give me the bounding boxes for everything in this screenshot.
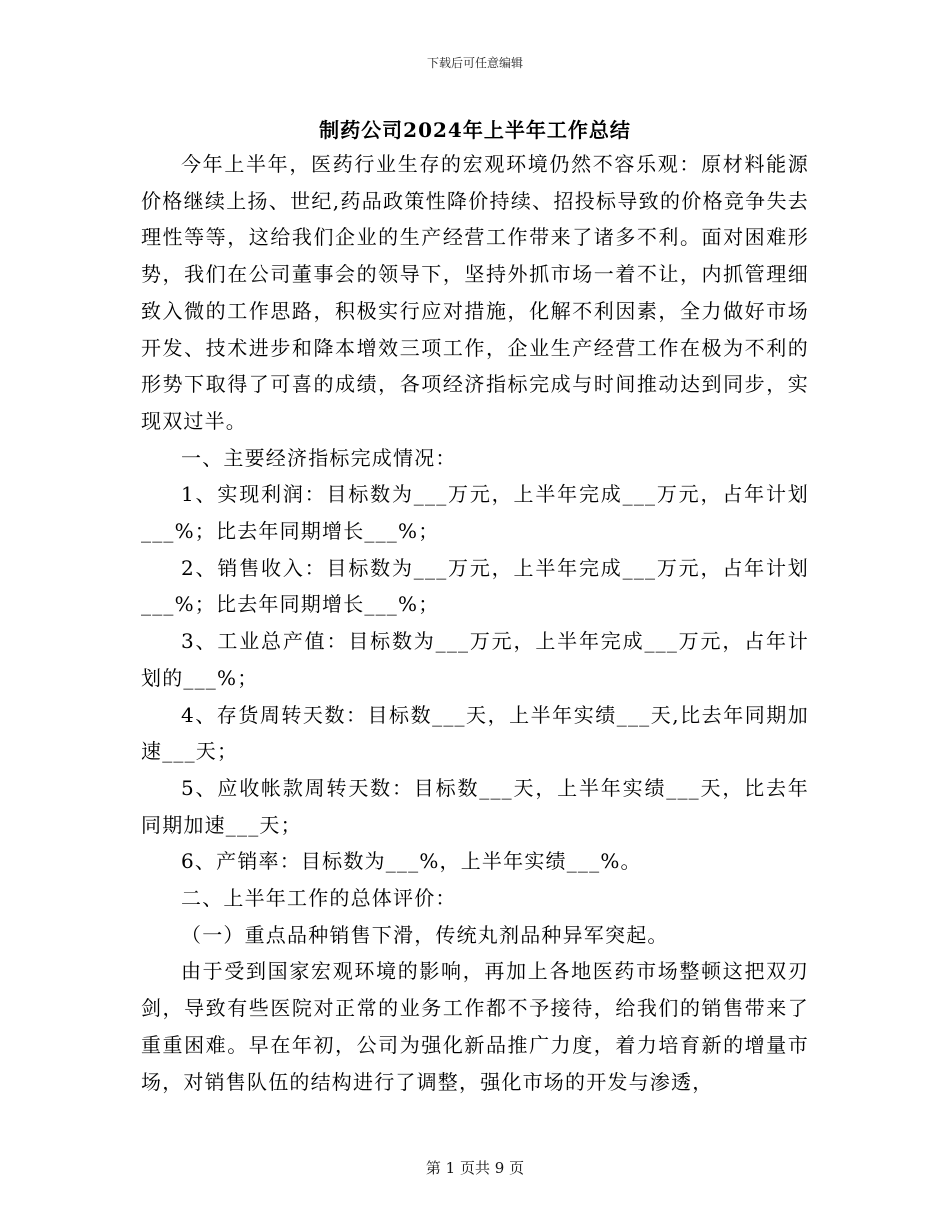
- section-heading-indicators: 一、主要经济指标完成情况：: [181, 445, 457, 470]
- indicator-inventory-turnover: 4、存货周转天数：目标数___天，上半年实绩___天,比去年同期加速___天；: [141, 702, 809, 764]
- indicator-profit: 1、实现利润：目标数为___万元，上半年完成___万元，占年计划___%；比去年同期增长___%；: [141, 482, 809, 544]
- paragraph-intro: 今年上半年，医药行业生存的宏观环境仍然不容乐观：原材料能源价格继续上扬、世纪,药品政策性降价持续、招投标导致的价格竞争失去理性等等，这给我们企业的生产经营工作带来了诸多不利。面对困难形势，我们在公司董事会的领导下，坚持外抓市场一着不让，内抓管理细致入微的工作思路，积极实行应对措施，化解不利因素，全力做好市场开发、技术进步和降本增效三项工作，企业生产经营工作在极为不利的形势下取得了可喜的成绩，各项经济指标完成与时间推动达到同步，实现双过半。: [141, 152, 809, 433]
- indicator-sales-ratio: 6、产销率：目标数为___%，上半年实绩___%。: [181, 849, 642, 874]
- section-heading-evaluation: 二、上半年工作的总体评价：: [181, 886, 457, 911]
- subsection-heading-1: （一）重点品种销售下滑，传统丸剂品种异军突起。: [181, 922, 669, 947]
- document-body: [141, 146, 809, 1100]
- indicator-industrial-output: 3、工业总产值：目标数为___万元，上半年完成___万元，占年计划的___%；: [141, 629, 809, 690]
- paragraph-sales-difficulties: 由于受到国家宏观环境的影响，再加上各地医药市场整顿这把双刃剑，导致有些医院对正常的业务工作都不予接待，给我们的销售带来了重重困难。早在年初，公司为强化新品推广力度，着力培育新的增量市场，对销售队伍的结构进行了调整，强化市场的开发与渗透，: [141, 959, 809, 1094]
- header-note: 下载后可任意编辑: [426, 56, 523, 70]
- indicator-sales-revenue: 2、销售收入：目标数为___万元，上半年完成___万元，占年计划___%；比去年同期增长___%；: [141, 555, 809, 617]
- indicator-receivables-turnover: 5、应收帐款周转天数：目标数___天，上半年实绩___天，比去年同期加速___天；: [141, 775, 809, 837]
- document-title: 制药公司2024年上半年工作总结: [319, 118, 631, 142]
- page-footer: 第 1 页共 9 页: [425, 1159, 525, 1177]
